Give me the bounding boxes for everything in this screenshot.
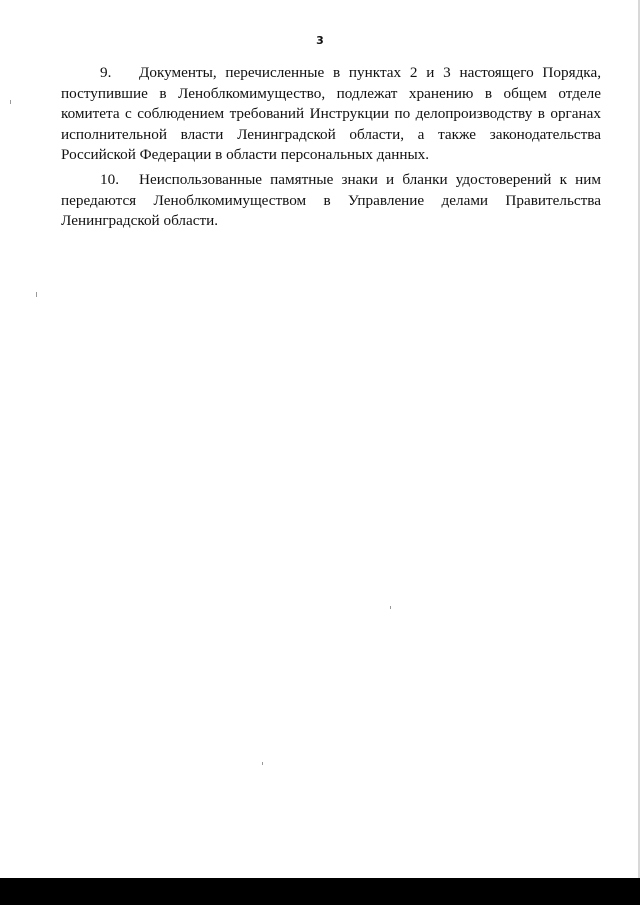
paragraph-number: 10. <box>100 171 119 188</box>
paragraph-9 <box>61 63 601 166</box>
paragraph-number: 9. <box>100 64 112 81</box>
scan-speck <box>36 292 37 297</box>
scan-speck <box>390 606 391 609</box>
scan-speck <box>10 100 11 104</box>
scan-bottom-border <box>0 878 640 905</box>
scan-speck <box>262 762 263 765</box>
paragraph-text: Неиспользованные памятные знаки и бланки удостоверений к ним передаются Леноблкомимуществом в Управление делами Правительства Ленинградской области. <box>61 171 601 229</box>
page-number: 3 <box>316 34 324 47</box>
paragraph-text: Документы, перечисленные в пунктах 2 и 3 настоящего Порядка, поступившие в Леноблкомимущество, подлежат хранению в общем отделе комитета с соблюдением требований Инструкции по делопроизводству в органах исполнительной власти Ленинградской области, а также законодательства Российской Федерации в области персональных данных. <box>61 64 601 163</box>
paragraph-10 <box>61 170 601 232</box>
